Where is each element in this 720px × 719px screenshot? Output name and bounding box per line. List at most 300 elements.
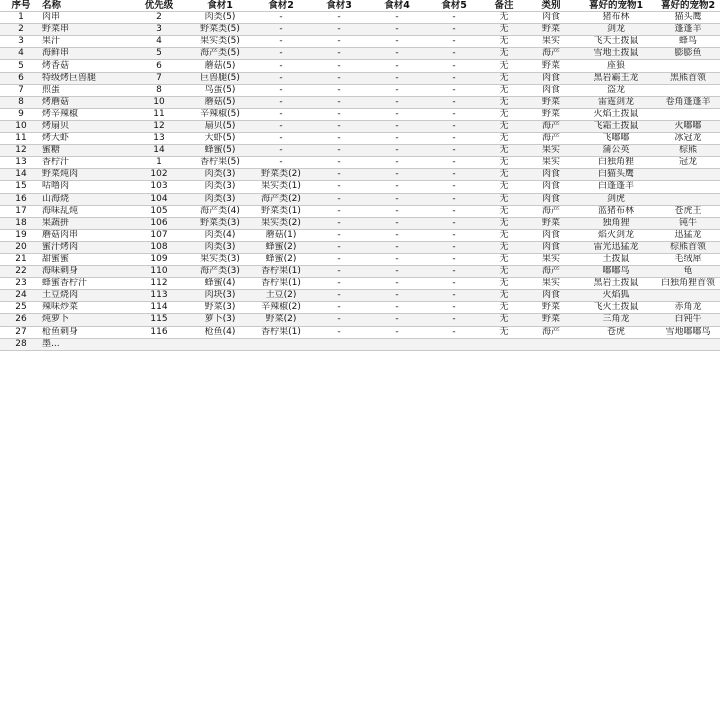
cell-pet-1: 黑岩霸王龙 [576, 72, 656, 84]
cell-ingredient-5: - [426, 205, 482, 217]
cell-ingredient-4: - [368, 12, 426, 24]
cell-ingredient-5: - [426, 145, 482, 157]
cell-ingredient-2 [252, 338, 310, 350]
col-header-pet-1: 喜好的宠物1 [576, 0, 656, 12]
cell-index: 13 [0, 157, 42, 169]
cell-name: 香柠汁 [42, 157, 130, 169]
cell-priority: 2 [130, 12, 188, 24]
cell-ingredient-1: 萝卜(3) [188, 314, 252, 326]
cell-ingredient-2: 果实类(2) [252, 217, 310, 229]
cell-ingredient-4: - [368, 169, 426, 181]
cell-pet-2: 猫头鹰 [656, 12, 720, 24]
cell-pet-1: 蒲公英 [576, 145, 656, 157]
cell-name: 果蔬拼 [42, 217, 130, 229]
cell-category: 海产 [526, 326, 576, 338]
cell-priority: 12 [130, 120, 188, 132]
cell-name: 海味乱炖 [42, 205, 130, 217]
cell-ingredient-5 [426, 338, 482, 350]
cell-ingredient-1 [188, 338, 252, 350]
cell-note: 无 [482, 120, 526, 132]
cell-priority: 105 [130, 205, 188, 217]
cell-index: 10 [0, 120, 42, 132]
cell-category: 野菜 [526, 108, 576, 120]
cell-pet-1: 蓝猪布林 [576, 205, 656, 217]
cell-ingredient-3: - [310, 314, 368, 326]
cell-ingredient-3: - [310, 133, 368, 145]
cell-ingredient-5: - [426, 48, 482, 60]
cell-priority: 7 [130, 72, 188, 84]
cell-ingredient-2: - [252, 120, 310, 132]
cell-index: 19 [0, 229, 42, 241]
cell-index: 1 [0, 12, 42, 24]
cell-ingredient-2: - [252, 84, 310, 96]
cell-ingredient-1: 肉类(3) [188, 169, 252, 181]
cell-category [526, 338, 576, 350]
cell-note: 无 [482, 266, 526, 278]
cell-ingredient-1: 枪鱼(4) [188, 326, 252, 338]
cell-index: 18 [0, 217, 42, 229]
cell-ingredient-5: - [426, 302, 482, 314]
cell-index: 25 [0, 302, 42, 314]
cell-index: 17 [0, 205, 42, 217]
col-header-ingredient-2: 食材2 [252, 0, 310, 12]
cell-ingredient-3: - [310, 326, 368, 338]
cell-ingredient-5: - [426, 133, 482, 145]
cell-index: 21 [0, 253, 42, 265]
cell-note: 无 [482, 157, 526, 169]
cell-ingredient-4: - [368, 108, 426, 120]
cell-ingredient-1: 海产类(4) [188, 205, 252, 217]
cell-ingredient-4: - [368, 36, 426, 48]
cell-ingredient-1: 肉类(3) [188, 241, 252, 253]
table-row [0, 338, 720, 350]
table-row [0, 84, 720, 96]
cell-ingredient-1: 野菜类(5) [188, 24, 252, 36]
cell-priority: 114 [130, 302, 188, 314]
cell-note: 无 [482, 302, 526, 314]
cell-category: 肉食 [526, 12, 576, 24]
cell-category: 肉食 [526, 229, 576, 241]
cell-pet-1: 飞火土拨鼠 [576, 302, 656, 314]
cell-ingredient-3: - [310, 229, 368, 241]
cell-ingredient-3: - [310, 205, 368, 217]
cell-ingredient-5: - [426, 12, 482, 24]
cell-ingredient-3: - [310, 12, 368, 24]
cell-note [482, 338, 526, 350]
cell-ingredient-1: 巨兽腿(5) [188, 72, 252, 84]
table-row [0, 133, 720, 145]
cell-index: 7 [0, 84, 42, 96]
cell-priority: 11 [130, 108, 188, 120]
cell-ingredient-1: 鸟蛋(5) [188, 84, 252, 96]
cell-ingredient-5: - [426, 120, 482, 132]
cell-ingredient-4: - [368, 229, 426, 241]
cell-note: 无 [482, 205, 526, 217]
cell-pet-1: 焰火剑龙 [576, 229, 656, 241]
cell-priority: 1 [130, 157, 188, 169]
table-row [0, 290, 720, 302]
cell-priority: 5 [130, 48, 188, 60]
table-row [0, 24, 720, 36]
cell-priority: 4 [130, 36, 188, 48]
cell-ingredient-4: - [368, 60, 426, 72]
cell-pet-1: 嘟嘟鸟 [576, 266, 656, 278]
cell-index: 20 [0, 241, 42, 253]
cell-pet-2 [656, 181, 720, 193]
cell-ingredient-3: - [310, 253, 368, 265]
cell-priority: 103 [130, 181, 188, 193]
cell-category: 海产 [526, 266, 576, 278]
cell-ingredient-1: 肉类(3) [188, 181, 252, 193]
cell-category: 肉食 [526, 72, 576, 84]
cell-name: 果汁 [42, 36, 130, 48]
cell-name: 蜜糖 [42, 145, 130, 157]
cell-ingredient-2: - [252, 72, 310, 84]
cell-ingredient-4 [368, 338, 426, 350]
cell-index: 12 [0, 145, 42, 157]
cell-ingredient-2: - [252, 24, 310, 36]
cell-note: 无 [482, 229, 526, 241]
cell-ingredient-1: 蜂蜜(5) [188, 145, 252, 157]
cell-category: 果实 [526, 253, 576, 265]
cell-priority: 108 [130, 241, 188, 253]
col-header-pet-2: 喜好的宠物2 [656, 0, 720, 12]
cell-ingredient-1: 肉类(3) [188, 193, 252, 205]
cell-ingredient-3: - [310, 278, 368, 290]
cell-note: 无 [482, 60, 526, 72]
cell-index: 28 [0, 338, 42, 350]
cell-name: 野菜串 [42, 24, 130, 36]
table-row [0, 217, 720, 229]
cell-category: 野菜 [526, 217, 576, 229]
cell-ingredient-1: 海产类(5) [188, 48, 252, 60]
cell-category: 海产 [526, 120, 576, 132]
cell-pet-2: 迅猛龙 [656, 229, 720, 241]
cell-note: 无 [482, 133, 526, 145]
cell-index: 8 [0, 96, 42, 108]
cell-ingredient-2: - [252, 12, 310, 24]
cell-ingredient-2: - [252, 108, 310, 120]
cell-category: 果实 [526, 36, 576, 48]
cell-pet-2: 蜂鸟 [656, 36, 720, 48]
table-row [0, 145, 720, 157]
cell-note: 无 [482, 193, 526, 205]
cell-ingredient-2: 蘑菇(1) [252, 229, 310, 241]
cell-ingredient-3: - [310, 84, 368, 96]
cell-pet-1: 土拨鼠 [576, 253, 656, 265]
cell-ingredient-4: - [368, 205, 426, 217]
cell-name: 烤蘑菇 [42, 96, 130, 108]
cell-category: 果实 [526, 145, 576, 157]
cell-category: 肉食 [526, 241, 576, 253]
cell-index: 23 [0, 278, 42, 290]
cell-ingredient-3: - [310, 120, 368, 132]
cell-priority: 113 [130, 290, 188, 302]
cell-pet-1: 猪布林 [576, 12, 656, 24]
cell-ingredient-2: 野菜类(1) [252, 205, 310, 217]
cell-pet-1: 白蓬蓬羊 [576, 181, 656, 193]
cell-pet-2 [656, 84, 720, 96]
cell-ingredient-4: - [368, 120, 426, 132]
cell-pet-1: 飞霜土拨鼠 [576, 120, 656, 132]
cell-pet-2 [656, 60, 720, 72]
cell-category: 果实 [526, 278, 576, 290]
cell-index: 9 [0, 108, 42, 120]
cell-ingredient-5: - [426, 241, 482, 253]
cell-ingredient-2: 香柠果(1) [252, 326, 310, 338]
cell-note: 无 [482, 241, 526, 253]
cell-pet-2 [656, 193, 720, 205]
cell-ingredient-4: - [368, 84, 426, 96]
col-header-ingredient-4: 食材4 [368, 0, 426, 12]
cell-pet-2: 火嘟嘟 [656, 120, 720, 132]
cell-note: 无 [482, 290, 526, 302]
cell-ingredient-1: 大虾(5) [188, 133, 252, 145]
cell-priority: 106 [130, 217, 188, 229]
cell-note: 无 [482, 36, 526, 48]
cell-pet-2: 冰冠龙 [656, 133, 720, 145]
cell-pet-2 [656, 108, 720, 120]
cell-ingredient-5: - [426, 96, 482, 108]
cell-ingredient-4: - [368, 133, 426, 145]
cell-ingredient-3: - [310, 266, 368, 278]
cell-category: 海产 [526, 48, 576, 60]
cell-note: 无 [482, 253, 526, 265]
cell-name: 蜜汁烤肉 [42, 241, 130, 253]
cell-pet-1: 雪地土拨鼠 [576, 48, 656, 60]
cell-note: 无 [482, 24, 526, 36]
cell-note: 无 [482, 169, 526, 181]
cell-name: 炖萝卜 [42, 314, 130, 326]
cell-ingredient-2: - [252, 145, 310, 157]
cell-index: 6 [0, 72, 42, 84]
cell-index: 14 [0, 169, 42, 181]
cell-priority: 3 [130, 24, 188, 36]
cell-ingredient-1: 肉类(4) [188, 229, 252, 241]
table-row [0, 72, 720, 84]
cell-ingredient-2: 香柠果(1) [252, 266, 310, 278]
col-header-name: 名称 [42, 0, 130, 12]
cell-category: 海产 [526, 133, 576, 145]
table-row [0, 12, 720, 24]
cell-category: 野菜 [526, 60, 576, 72]
table-row [0, 314, 720, 326]
cell-pet-1: 白猫头鹰 [576, 169, 656, 181]
cell-ingredient-1: 蘑菇(5) [188, 60, 252, 72]
cell-ingredient-1: 辛辣椒(5) [188, 108, 252, 120]
cell-index: 27 [0, 326, 42, 338]
cell-ingredient-4: - [368, 326, 426, 338]
cell-note: 无 [482, 145, 526, 157]
cell-category: 海产 [526, 205, 576, 217]
table-row [0, 48, 720, 60]
cell-name: 辣味炒菜 [42, 302, 130, 314]
cell-pet-1: 火焰狐 [576, 290, 656, 302]
cell-ingredient-2: 蜂蜜(2) [252, 253, 310, 265]
cell-index: 5 [0, 60, 42, 72]
cell-name: 咕噜肉 [42, 181, 130, 193]
cell-priority: 116 [130, 326, 188, 338]
cell-index: 15 [0, 181, 42, 193]
cell-ingredient-4: - [368, 157, 426, 169]
cell-name: 海味刺身 [42, 266, 130, 278]
cell-category: 肉食 [526, 84, 576, 96]
cell-ingredient-2: - [252, 60, 310, 72]
cell-ingredient-5: - [426, 253, 482, 265]
cell-ingredient-5: - [426, 36, 482, 48]
cell-ingredient-3: - [310, 24, 368, 36]
cell-ingredient-4: - [368, 72, 426, 84]
cell-ingredient-5: - [426, 314, 482, 326]
cell-ingredient-2: 辛辣椒(2) [252, 302, 310, 314]
cell-ingredient-4: - [368, 290, 426, 302]
cell-note: 无 [482, 72, 526, 84]
cell-category: 野菜 [526, 302, 576, 314]
cell-name: 海鲜串 [42, 48, 130, 60]
cell-ingredient-4: - [368, 302, 426, 314]
cell-index: 26 [0, 314, 42, 326]
cell-index: 24 [0, 290, 42, 302]
cell-ingredient-5: - [426, 60, 482, 72]
cell-name: 烤辛辣椒 [42, 108, 130, 120]
cell-pet-1: 剑虎 [576, 193, 656, 205]
cell-ingredient-3: - [310, 241, 368, 253]
cell-ingredient-1: 肉块(3) [188, 290, 252, 302]
cell-note: 无 [482, 108, 526, 120]
cell-pet-2: 冠龙 [656, 157, 720, 169]
col-header-ingredient-1: 食材1 [188, 0, 252, 12]
cell-ingredient-2: 野菜(2) [252, 314, 310, 326]
cell-name: 特级烤巨兽腿 [42, 72, 130, 84]
cell-ingredient-3: - [310, 157, 368, 169]
cell-ingredient-3: - [310, 72, 368, 84]
col-header-category: 类别 [526, 0, 576, 12]
cell-priority: 6 [130, 60, 188, 72]
cell-ingredient-2: - [252, 48, 310, 60]
cell-ingredient-1: 肉类(5) [188, 12, 252, 24]
cell-pet-1: 苍虎 [576, 326, 656, 338]
cell-pet-2: 白钝牛 [656, 314, 720, 326]
cell-ingredient-1: 野菜(3) [188, 302, 252, 314]
cell-ingredient-3: - [310, 302, 368, 314]
cell-category: 肉食 [526, 193, 576, 205]
cell-priority: 10 [130, 96, 188, 108]
table-row [0, 326, 720, 338]
cell-index: 3 [0, 36, 42, 48]
col-header-ingredient-5: 食材5 [426, 0, 482, 12]
cell-ingredient-3: - [310, 181, 368, 193]
cell-priority: 14 [130, 145, 188, 157]
table-row [0, 181, 720, 193]
cell-ingredient-2: - [252, 133, 310, 145]
cell-priority: 109 [130, 253, 188, 265]
cell-pet-1: 雷光迅猛龙 [576, 241, 656, 253]
cell-ingredient-2: 果实类(1) [252, 181, 310, 193]
cell-ingredient-3: - [310, 145, 368, 157]
cell-ingredient-5: - [426, 108, 482, 120]
cell-name: 土豆烧肉 [42, 290, 130, 302]
cell-pet-2: 棕熊 [656, 145, 720, 157]
cell-ingredient-5: - [426, 229, 482, 241]
table-row [0, 169, 720, 181]
cell-note: 无 [482, 12, 526, 24]
cell-priority: 8 [130, 84, 188, 96]
cell-ingredient-1: 海产类(3) [188, 266, 252, 278]
cell-ingredient-4: - [368, 241, 426, 253]
cell-ingredient-5: - [426, 326, 482, 338]
cell-category: 肉食 [526, 181, 576, 193]
cell-ingredient-2: 蜂蜜(2) [252, 241, 310, 253]
cell-pet-2: 苍虎王 [656, 205, 720, 217]
cell-pet-2: 蓬蓬羊 [656, 24, 720, 36]
cell-ingredient-5: - [426, 266, 482, 278]
cell-ingredient-4: - [368, 48, 426, 60]
cell-name: 野菜炖肉 [42, 169, 130, 181]
cell-pet-2: 龟 [656, 266, 720, 278]
cell-ingredient-5: - [426, 169, 482, 181]
cell-ingredient-1: 果实类(3) [188, 253, 252, 265]
cell-pet-1: 盗龙 [576, 84, 656, 96]
cell-ingredient-1: 果实类(5) [188, 36, 252, 48]
header-row [0, 0, 720, 12]
cell-note: 无 [482, 84, 526, 96]
cell-pet-2: 黑熊首领 [656, 72, 720, 84]
cell-ingredient-1: 蘑菇(5) [188, 96, 252, 108]
cell-pet-2: 膨膨鱼 [656, 48, 720, 60]
table-row [0, 108, 720, 120]
table-row [0, 266, 720, 278]
cell-category: 野菜 [526, 96, 576, 108]
cell-pet-2: 白独角狸首领 [656, 278, 720, 290]
cell-ingredient-5: - [426, 181, 482, 193]
table-row [0, 253, 720, 265]
table-row [0, 96, 720, 108]
cell-ingredient-4: - [368, 193, 426, 205]
cell-pet-1: 座狼 [576, 60, 656, 72]
cell-priority: 110 [130, 266, 188, 278]
table-row [0, 193, 720, 205]
cell-ingredient-1: 野菜类(3) [188, 217, 252, 229]
cell-ingredient-4: - [368, 181, 426, 193]
cell-ingredient-4: - [368, 278, 426, 290]
cell-note: 无 [482, 314, 526, 326]
cell-index: 4 [0, 48, 42, 60]
cell-name: 蜂蜜香柠汁 [42, 278, 130, 290]
cell-ingredient-3: - [310, 193, 368, 205]
cell-ingredient-2: 野菜类(2) [252, 169, 310, 181]
table-row [0, 36, 720, 48]
table-body [0, 12, 720, 351]
cell-ingredient-3: - [310, 217, 368, 229]
cell-pet-2: 卷角蓬蓬羊 [656, 96, 720, 108]
cell-pet-1: 白独角狸 [576, 157, 656, 169]
table-row [0, 278, 720, 290]
cell-name: 烤香菇 [42, 60, 130, 72]
cell-note: 无 [482, 217, 526, 229]
table-row [0, 241, 720, 253]
col-header-priority: 优先级 [130, 0, 188, 12]
table-row [0, 157, 720, 169]
cell-priority [130, 338, 188, 350]
cell-ingredient-3: - [310, 60, 368, 72]
cell-name: 蘑菇肉串 [42, 229, 130, 241]
cell-ingredient-5: - [426, 278, 482, 290]
cell-ingredient-5: - [426, 24, 482, 36]
cell-pet-1: 剑龙 [576, 24, 656, 36]
cell-priority: 104 [130, 193, 188, 205]
cell-ingredient-3: - [310, 108, 368, 120]
cell-ingredient-2: - [252, 157, 310, 169]
